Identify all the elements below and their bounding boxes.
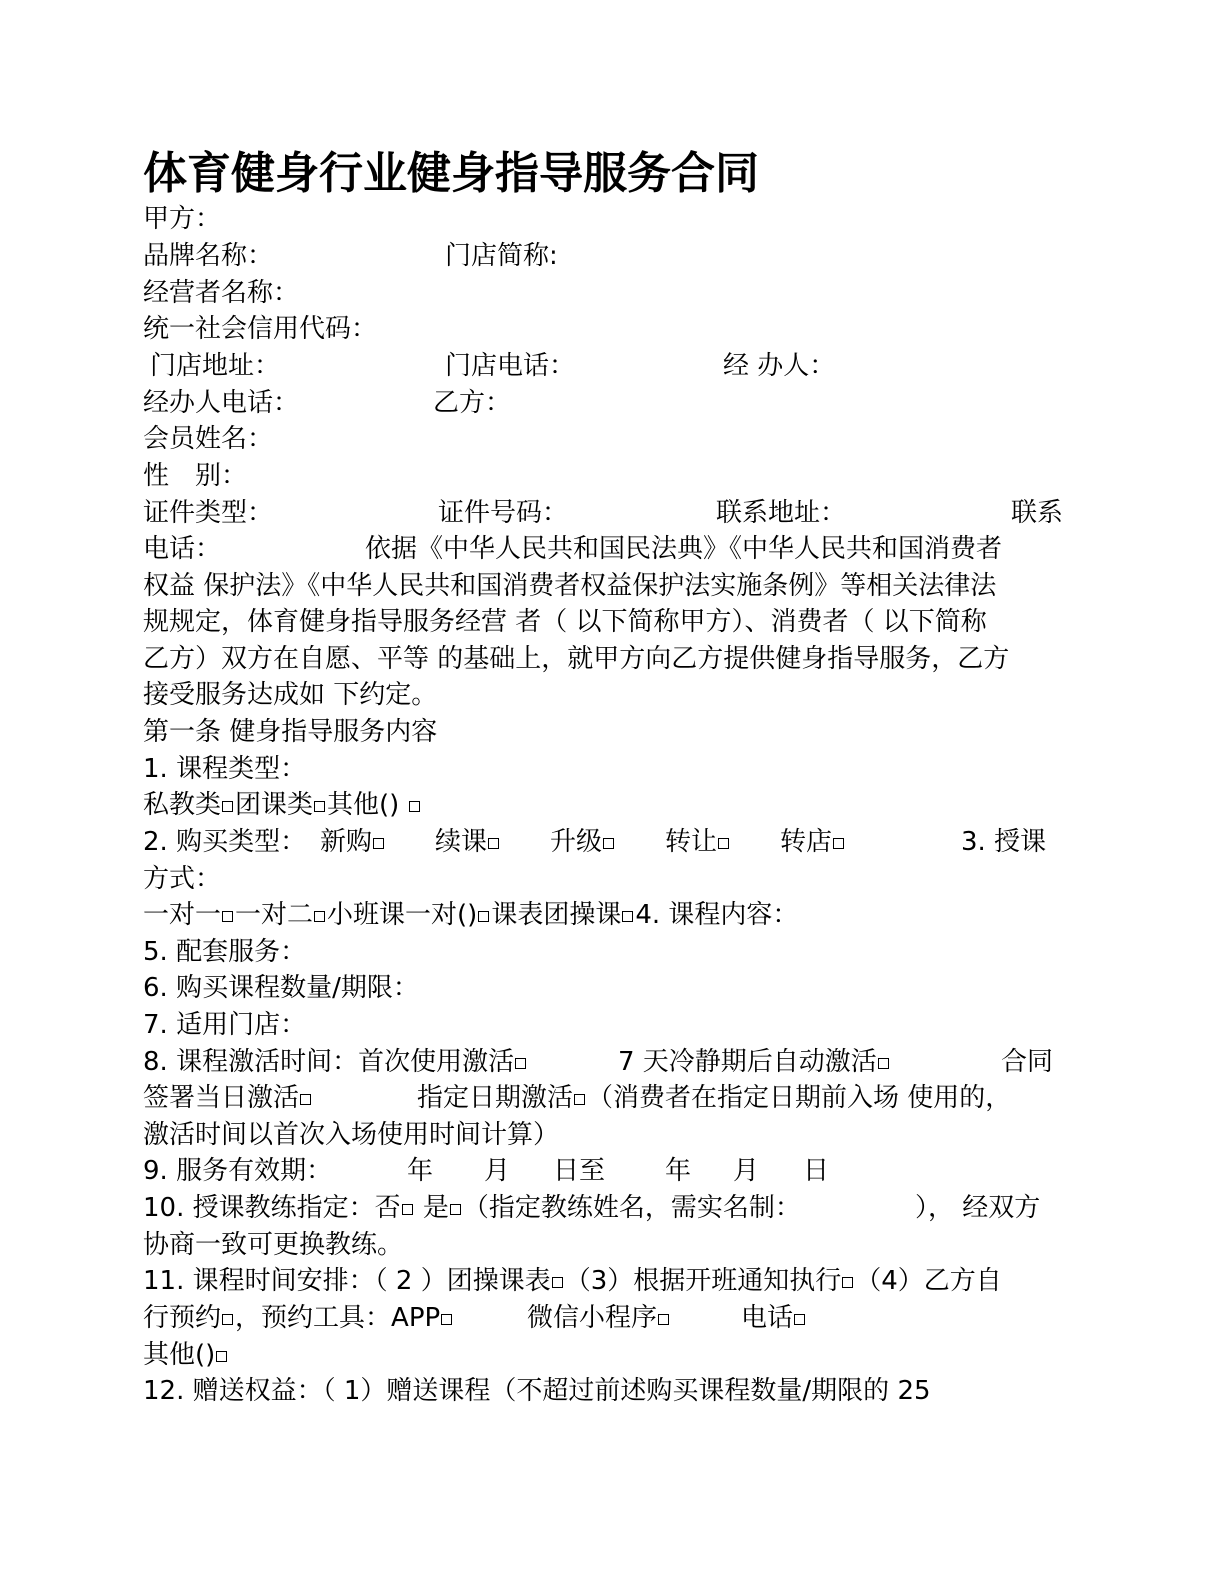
preamble-line-4: 乙方）双方在自愿、平等 的基础上，就甲方向乙方提供健身指导服务，乙方 — [143, 644, 1010, 674]
checkbox-other-class[interactable] — [409, 801, 420, 812]
brand-name-label: 品牌名称： — [143, 241, 274, 271]
start-year-unit: 年 — [407, 1156, 434, 1186]
store-phone-label: 门店电话： — [445, 351, 576, 381]
store-short-name-label: 门店简称: — [445, 241, 558, 271]
contact-phone-label-part1: 联系 — [1011, 498, 1064, 528]
operator-name-label: 经营者名称： — [143, 278, 300, 308]
checkbox-renew[interactable] — [488, 838, 499, 849]
item-8-label: 8. 课程激活时间：首次使用激活 — [143, 1045, 528, 1079]
checkbox-auto-activation[interactable] — [878, 1058, 889, 1069]
item-3-label-part2: 方式： — [143, 864, 222, 894]
checkbox-group-class[interactable] — [314, 801, 325, 812]
contact-phone-label-part2: 电话： — [143, 534, 222, 564]
checkbox-one-on-two[interactable] — [314, 911, 325, 922]
preamble-line-3: 规规定，体育健身指导服务经营 者（ 以下简称甲方）、消费者（ 以下简称 — [143, 607, 987, 637]
item-1-label: 1. 课程类型： — [143, 754, 307, 784]
id-type-label: 证件类型： — [143, 498, 274, 528]
item-3-label-part1: 3. 授课 — [961, 827, 1047, 857]
store-address-label: 门店地址： — [150, 351, 281, 381]
end-month-unit: 月 — [733, 1156, 760, 1186]
item-9-label: 9. 服务有效期： — [143, 1156, 333, 1186]
item-2-label: 2. 购买类型： — [143, 827, 307, 857]
end-year-unit: 年 — [665, 1156, 692, 1186]
option-phone: 电话 — [741, 1301, 807, 1335]
checkbox-private-class[interactable] — [222, 801, 233, 812]
checkbox-scheduled-group[interactable] — [622, 911, 633, 922]
option-auto-activation: 7 天冷静期后自动激活 — [618, 1045, 891, 1079]
checkbox-transfer-store[interactable] — [833, 838, 844, 849]
item-3-options-row: 一对一 一对二 小班课一对() 课表团操课 4. 课程内容： — [143, 900, 799, 930]
item-1-options: 私教类 团课类 其他() — [143, 788, 422, 822]
option-contract-part1: 合同 — [1001, 1047, 1054, 1077]
option-transfer: 转让 — [665, 825, 731, 859]
checkbox-specified-date-activation[interactable] — [574, 1094, 585, 1105]
item-12-text: 12. 赠送权益：（ 1）赠送课程（不超过前述购买课程数量/期限的 25 — [143, 1376, 931, 1406]
option-other-tool: 其他() — [143, 1338, 229, 1372]
member-name-row — [143, 422, 273, 456]
checkbox-wechat-mini-program[interactable] — [658, 1314, 669, 1325]
checkbox-app[interactable] — [441, 1314, 452, 1325]
preamble-line-1: 依据《中华人民共和国民法典》《中华人民共和国消费者 — [365, 534, 1003, 564]
handler-phone-label: 经办人电话： — [143, 388, 300, 418]
checkbox-class-notice[interactable] — [842, 1277, 853, 1288]
option-transfer-store: 转店 — [780, 825, 846, 859]
checkbox-transfer[interactable] — [718, 838, 729, 849]
checkbox-one-on-one[interactable] — [222, 911, 233, 922]
item-8-note-line-2: 激活时间以首次入场使用时间计算） — [143, 1120, 560, 1150]
item-7-label: 7. 适用门店： — [143, 1010, 307, 1040]
credit-code-row — [143, 312, 377, 346]
option-wechat-mini-program: 微信小程序 — [527, 1301, 671, 1335]
preamble-line-2: 权益 保护法》《中华人民共和国消费者权益保护法实施条例》等相关法律法 — [143, 571, 997, 601]
item-10-line-2: 协商一致可更换教练。 — [143, 1230, 404, 1260]
checkbox-coach-no[interactable] — [402, 1204, 413, 1215]
party-a-heading: 甲方： — [143, 204, 222, 234]
item-5-label: 5. 配套服务： — [143, 937, 307, 967]
checkbox-upgrade[interactable] — [603, 838, 614, 849]
option-specified-date-activation: 指定日期激活 （消费者在指定日期前入场 使用的， — [417, 1083, 1012, 1113]
checkbox-self-booking[interactable] — [222, 1314, 233, 1325]
checkbox-group-schedule[interactable] — [552, 1277, 563, 1288]
option-self-booking: 行预约 ，预约工具：APP — [143, 1301, 454, 1335]
end-day-unit: 日 — [803, 1156, 830, 1186]
gender-label: 性 别： — [143, 461, 248, 491]
option-new-purchase: 新购 — [320, 825, 386, 859]
handler-label: 经 办人： — [723, 351, 836, 381]
checkbox-first-use-activation[interactable] — [515, 1058, 526, 1069]
id-number-label: 证件号码： — [438, 498, 569, 528]
credit-code-label: 统一社会信用代码： — [143, 314, 378, 344]
start-month-unit: 月 — [484, 1156, 511, 1186]
party-b-heading: 乙方： — [433, 388, 512, 418]
item-10-note-end: ）， 经双方 — [915, 1193, 1041, 1223]
option-sign-day-activation: 签署当日激活 — [143, 1081, 313, 1115]
option-upgrade: 升级 — [550, 825, 616, 859]
preamble-line-5: 接受服务达成如 下约定。 — [143, 680, 438, 710]
operator-name-row — [143, 276, 299, 310]
option-renew: 续课 — [435, 825, 501, 859]
item-6-label: 6. 购买课程数量/期限： — [143, 973, 419, 1003]
member-name-label: 会员姓名： — [143, 424, 274, 454]
checkbox-new-purchase[interactable] — [373, 838, 384, 849]
start-day-unit: 日至 — [553, 1156, 606, 1186]
checkbox-small-class[interactable] — [478, 911, 489, 922]
item-11-row: 11. 课程时间安排：（ 2 ）团操课表 （3）根据开班通知执行 （4）乙方自 — [143, 1266, 1002, 1296]
item-10-text: 10. 授课教练指定：否 是 （指定教练姓名，需实名制： — [143, 1193, 801, 1223]
checkbox-sign-day-activation[interactable] — [300, 1094, 311, 1105]
checkbox-coach-yes[interactable] — [450, 1204, 461, 1215]
checkbox-other-tool[interactable] — [216, 1351, 227, 1362]
contact-address-label: 联系地址： — [716, 498, 847, 528]
checkbox-phone[interactable] — [794, 1314, 805, 1325]
gender-row — [143, 459, 247, 493]
item-4-label: 4. 课程内容： — [635, 900, 799, 930]
article-1-heading: 第一条 健身指导服务内容 — [143, 717, 438, 747]
document-title: 体育健身行业健身指导服务合同 — [143, 148, 759, 199]
